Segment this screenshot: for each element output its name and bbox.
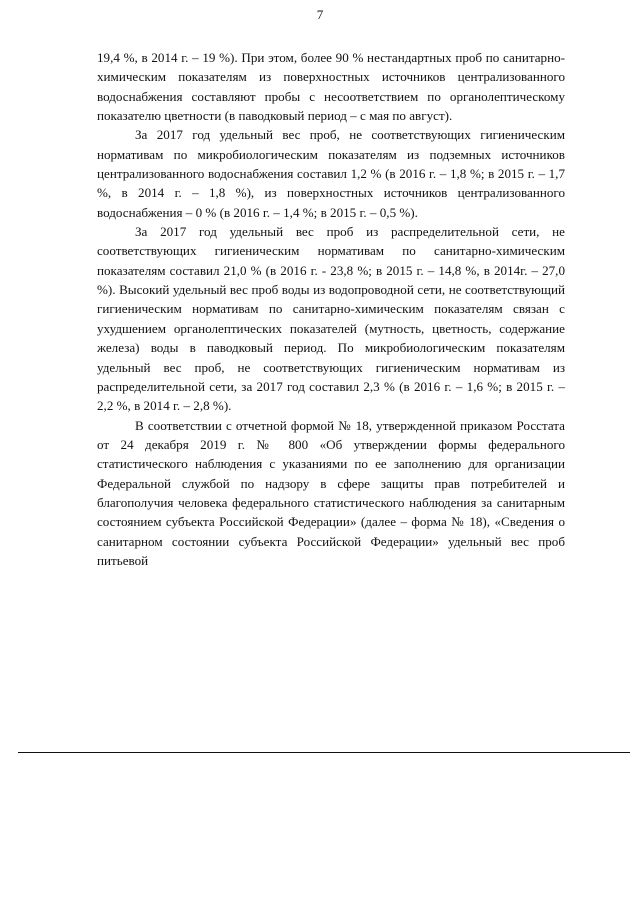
document-body — [97, 48, 565, 570]
paragraph-form-18: В соответствии с отчетной формой № 18, утвержденной приказом Росстата от 24 декабря 2019 г. № 800 «Об утверждении формы федерального статистического наблюдения с указаниями по ее заполнению для организации Федеральной службой по надзору в сфере защиты прав потребителей и благополучия человека федерального статистического наблюдения за санитарным состоянием субъекта Российской Федерации» (далее – форма № 18), «Сведения о санитарном состоянии субъекта Российской Федерации» удельный вес проб питьевой — [97, 417, 565, 568]
horizontal-divider — [18, 752, 630, 753]
paragraph-continuation: 19,4 %, в 2014 г. – 19 %). При этом, более 90 % нестандартных проб по санитарно-химическим показателям из поверхностных источников централизованного водоснабжения составляют пробы с несоответствием по органолептическому показателю цветности (в паводковый период – с мая по август). — [97, 50, 565, 124]
page-number: 7 — [316, 7, 324, 22]
paragraph-microbiological-sources: За 2017 год удельный вес проб, не соответствующих гигиеническим нормативам по микробиологическим показателям из подземных источников централизованного водоснабжения составил 1,2 % (в 2016 г. – 1,8 %; в 2015 г. – 1,7 %, в 2014 г. – 1,8 %), из поверхностных источников централизованного водоснабжения – 0 % (в 2016 г. – 1,4 %; в 2015 г. – 0,5 %). — [97, 127, 565, 220]
paragraph-distribution-network: За 2017 год удельный вес проб из распределительной сети, не соответствующих гигиеническим нормативам по санитарно-химическим показателям составил 21,0 % (в 2016 г. - 23,8 %; в 2015 г. – 14,8 %, в 2014г. – 27,0 %). Высокий удельный вес проб воды из водопроводной сети, не соответствующий гигиеническим нормативам по санитарно-химическим показателям связан с ухудшением органолептических показателей (мутность, цветность, содержание железа) воды в паводковый период. По микробиологическим показателям удельный вес проб, не соответствующих гигиеническим нормативам из распределительной сети, за 2017 год составил 2,3 % (в 2016 г. – 1,6 %; в 2015 г. – 2,2 %, в 2014 г. – 2,8 %). — [97, 224, 565, 414]
